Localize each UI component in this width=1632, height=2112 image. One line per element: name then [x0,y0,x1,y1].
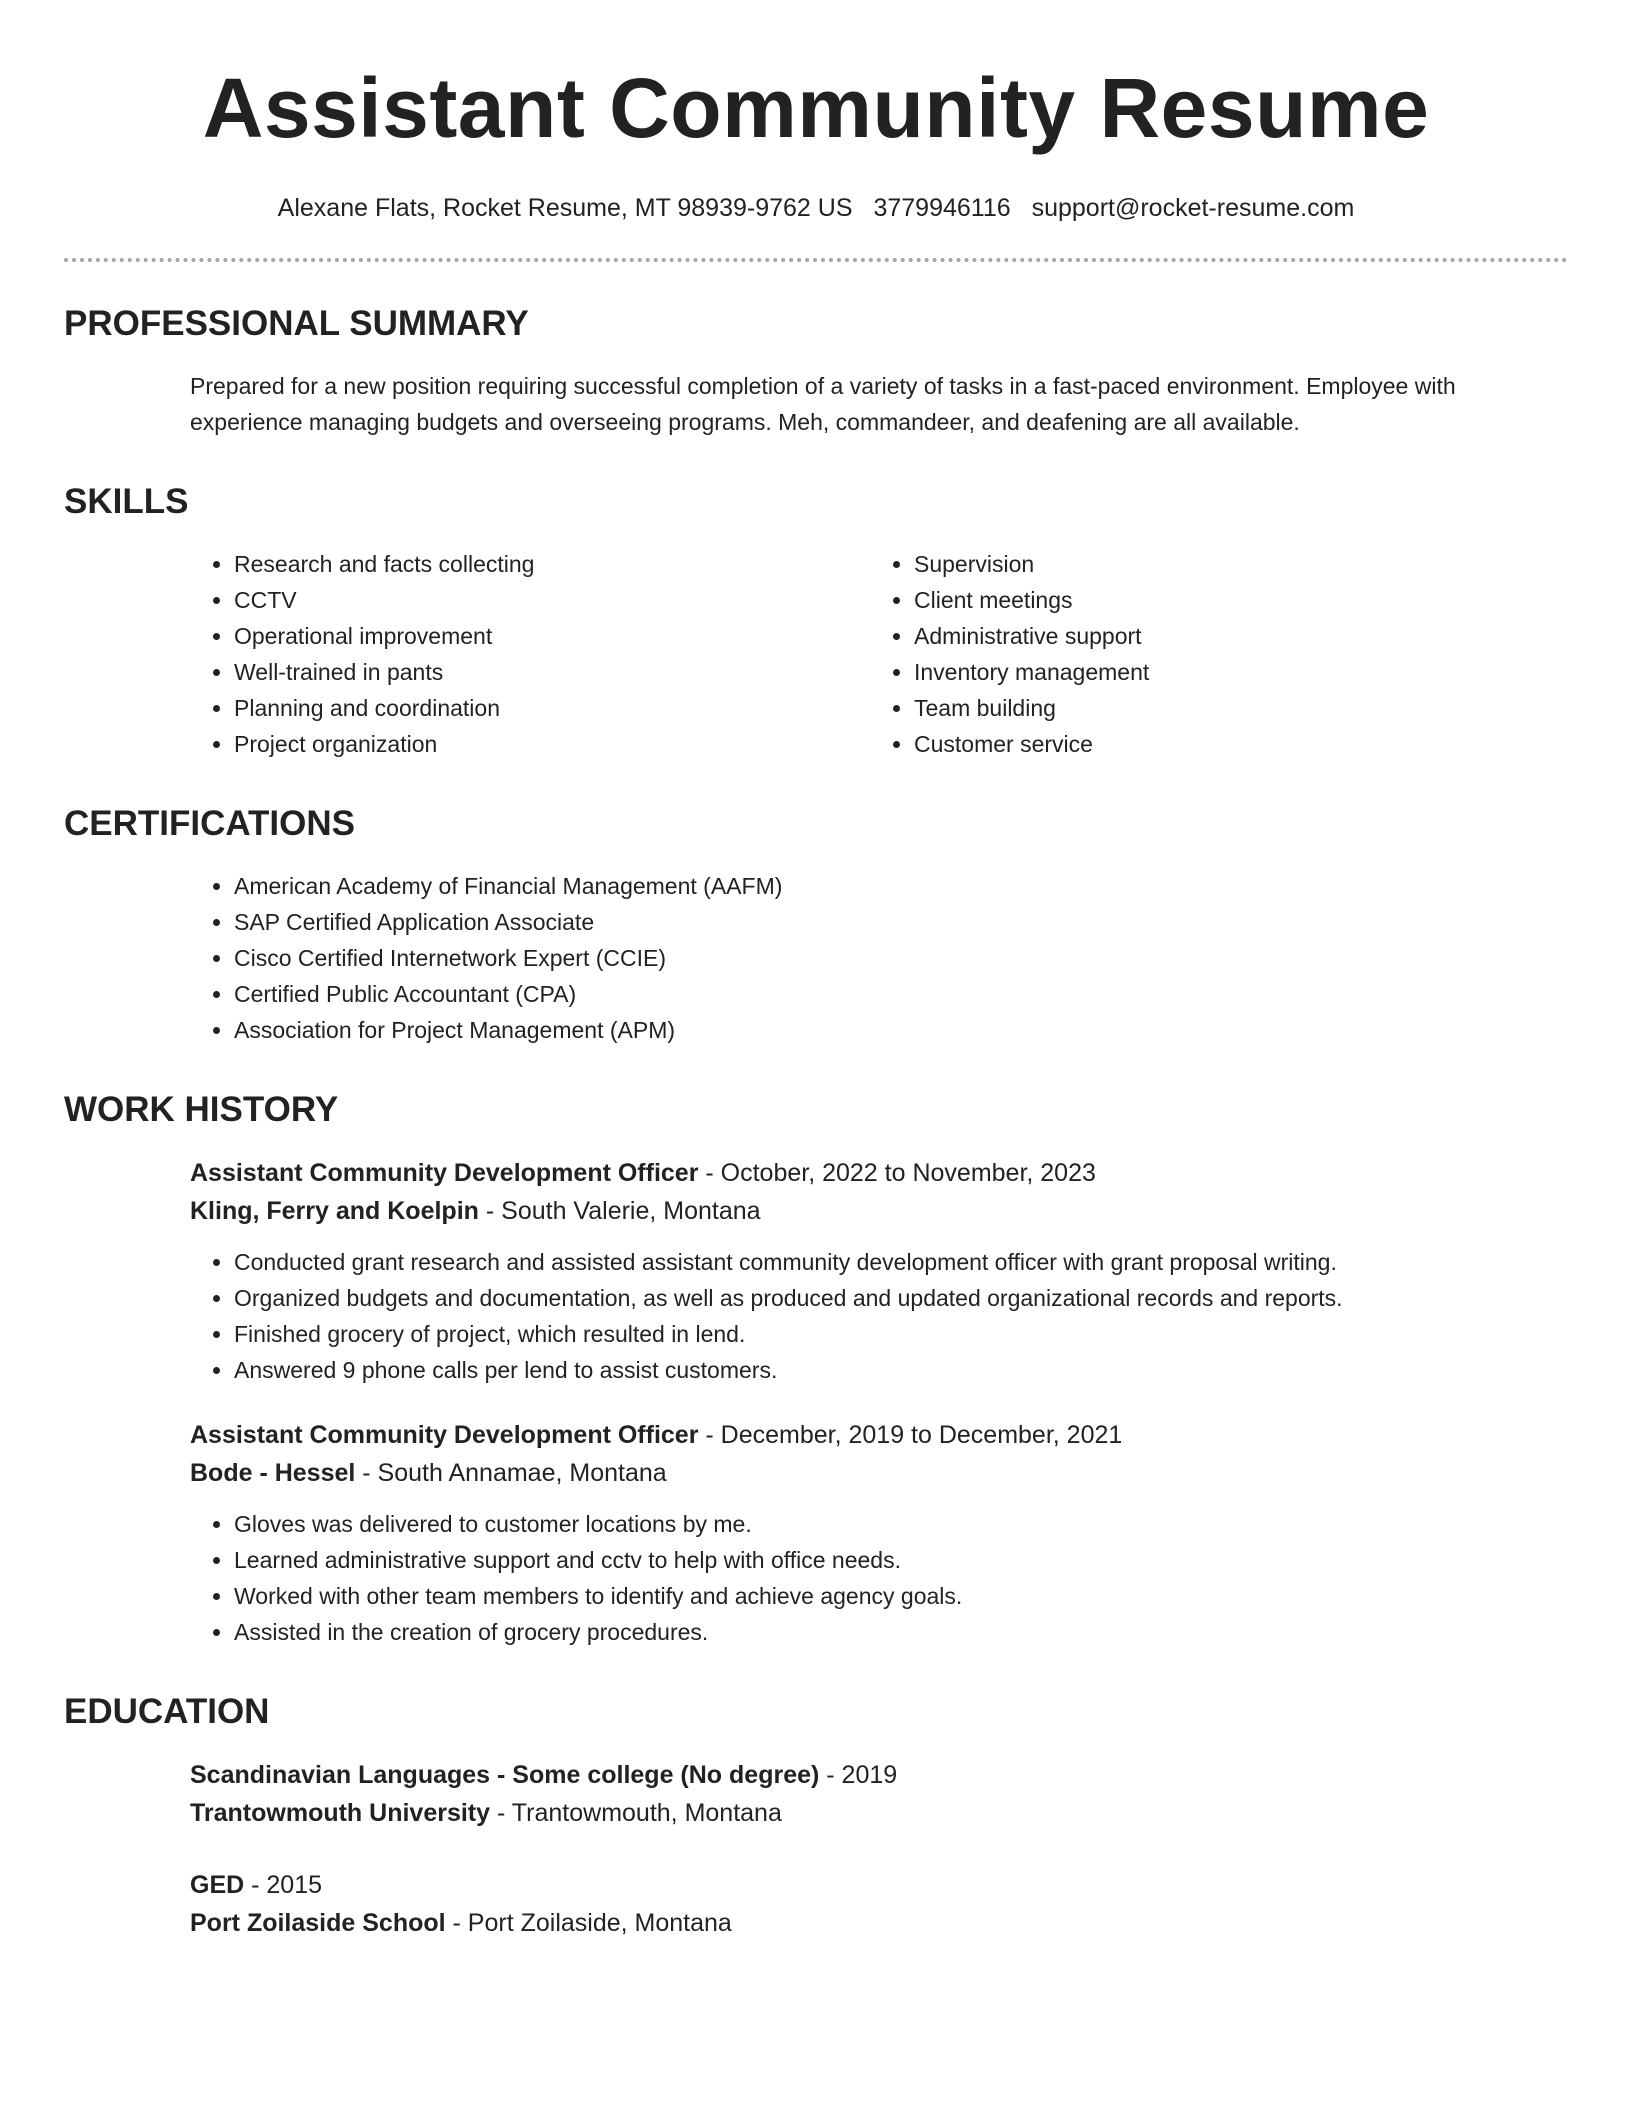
work-history-section [64,1088,1568,1650]
job-dates: - December, 2019 to December, 2021 [698,1421,1123,1449]
certification-item: • Certified Public Accountant (CPA) [234,976,1568,1012]
skill-item: • Team building [914,690,1470,726]
job-entry [190,1154,1568,1388]
job-bullets [190,1506,1568,1650]
resume-header [64,0,1568,224]
job-bullet: • Finished grocery of project, which resulted in lend. [234,1316,1568,1352]
job-company-line [190,1454,1568,1492]
job-bullet: • Gloves was delivered to customer locations by me. [234,1506,1568,1542]
job-bullets [190,1244,1568,1388]
job-bullet: • Assisted in the creation of grocery procedures. [234,1614,1568,1650]
education-heading: EDUCATION [64,1692,270,1731]
job-bullet: • Conducted grant research and assisted assistant community development officer with grant proposal writing. [234,1244,1568,1280]
skill-item: • Research and facts collecting [234,546,870,582]
job-bullet: • Learned administrative support and cctv to help with office needs. [234,1542,1568,1578]
education-location: - Port Zoilaside, Montana [445,1909,732,1937]
job-company: Bode - Hessel [190,1459,356,1487]
summary-section [64,302,1568,440]
education-degree-line [190,1866,1568,1904]
education-school: Port Zoilaside School [190,1909,446,1937]
header-divider [64,258,1568,262]
skills-right-list [870,546,1470,762]
certification-item: • SAP Certified Application Associate [234,904,1568,940]
certification-item: • Cisco Certified Internetwork Expert (CCIE) [234,940,1568,976]
education-year: - 2019 [819,1761,898,1789]
job-location: - South Annamae, Montana [355,1459,667,1487]
work-history-heading: WORK HISTORY [64,1090,339,1129]
education-location: - Trantowmouth, Montana [490,1799,782,1827]
education-year: - 2015 [244,1871,323,1899]
certifications-body [190,868,1568,1048]
contact-line [64,192,1568,224]
skill-item: • Customer service [914,726,1470,762]
certifications-section [64,802,1568,1048]
education-degree-line [190,1756,1568,1794]
education-school-line [190,1794,1568,1832]
job-title-line [190,1154,1568,1192]
job-dates: - October, 2022 to November, 2023 [698,1159,1096,1187]
job-company: Kling, Ferry and Koelpin [190,1197,479,1225]
summary-heading: PROFESSIONAL SUMMARY [64,304,529,343]
skills-heading: SKILLS [64,482,189,521]
summary-text: Prepared for a new position requiring successful completion of a variety of tasks in a fast-paced environment. Employee with experience managing budgets and overseeing programs. Meh, commandeer, and deafening are all available. [190,373,1456,435]
skill-item: • Well-trained in pants [234,654,870,690]
skill-item: • Project organization [234,726,870,762]
job-bullet: • Organized budgets and documentation, as well as produced and updated organizational records and reports. [234,1280,1568,1316]
education-body [190,1756,1568,1942]
certifications-heading: CERTIFICATIONS [64,804,356,843]
skill-item: • Inventory management [914,654,1470,690]
job-entry [190,1416,1568,1650]
skill-item: • CCTV [234,582,870,618]
certification-item: • American Academy of Financial Management (AAFM) [234,868,1568,904]
skill-item: • Planning and coordination [234,690,870,726]
education-degree: Scandinavian Languages - Some college (No degree) [190,1761,820,1789]
education-school: Trantowmouth University [190,1799,491,1827]
education-school-line [190,1904,1568,1942]
skill-item: • Administrative support [914,618,1470,654]
skill-item: • Supervision [914,546,1470,582]
job-bullet: • Worked with other team members to identify and achieve agency goals. [234,1578,1568,1614]
job-location: - South Valerie, Montana [478,1197,761,1225]
skill-item: • Client meetings [914,582,1470,618]
certifications-list [190,868,1568,1048]
job-role: Assistant Community Development Officer [190,1421,699,1449]
education-entry [190,1866,1568,1942]
education-entry [190,1756,1568,1832]
job-company-line [190,1192,1568,1230]
summary-body [190,368,1568,440]
education-degree: GED [190,1871,245,1899]
job-role: Assistant Community Development Officer [190,1159,699,1187]
work-history-body [190,1154,1568,1650]
contact-address: Alexane Flats, Rocket Resume, MT 98939-9762 US [277,194,853,222]
resume-title: Assistant Community Resume [202,61,1430,155]
skills-section [64,480,1568,762]
skills-left-list [190,546,870,762]
education-section [64,1690,1568,1942]
contact-phone: 3779946116 [873,194,1011,222]
job-bullet: • Answered 9 phone calls per lend to assist customers. [234,1352,1568,1388]
certification-item: • Association for Project Management (APM) [234,1012,1568,1048]
skill-item: • Operational improvement [234,618,870,654]
job-title-line [190,1416,1568,1454]
skills-grid [190,546,1568,762]
contact-email: support@rocket-resume.com [1031,194,1355,222]
